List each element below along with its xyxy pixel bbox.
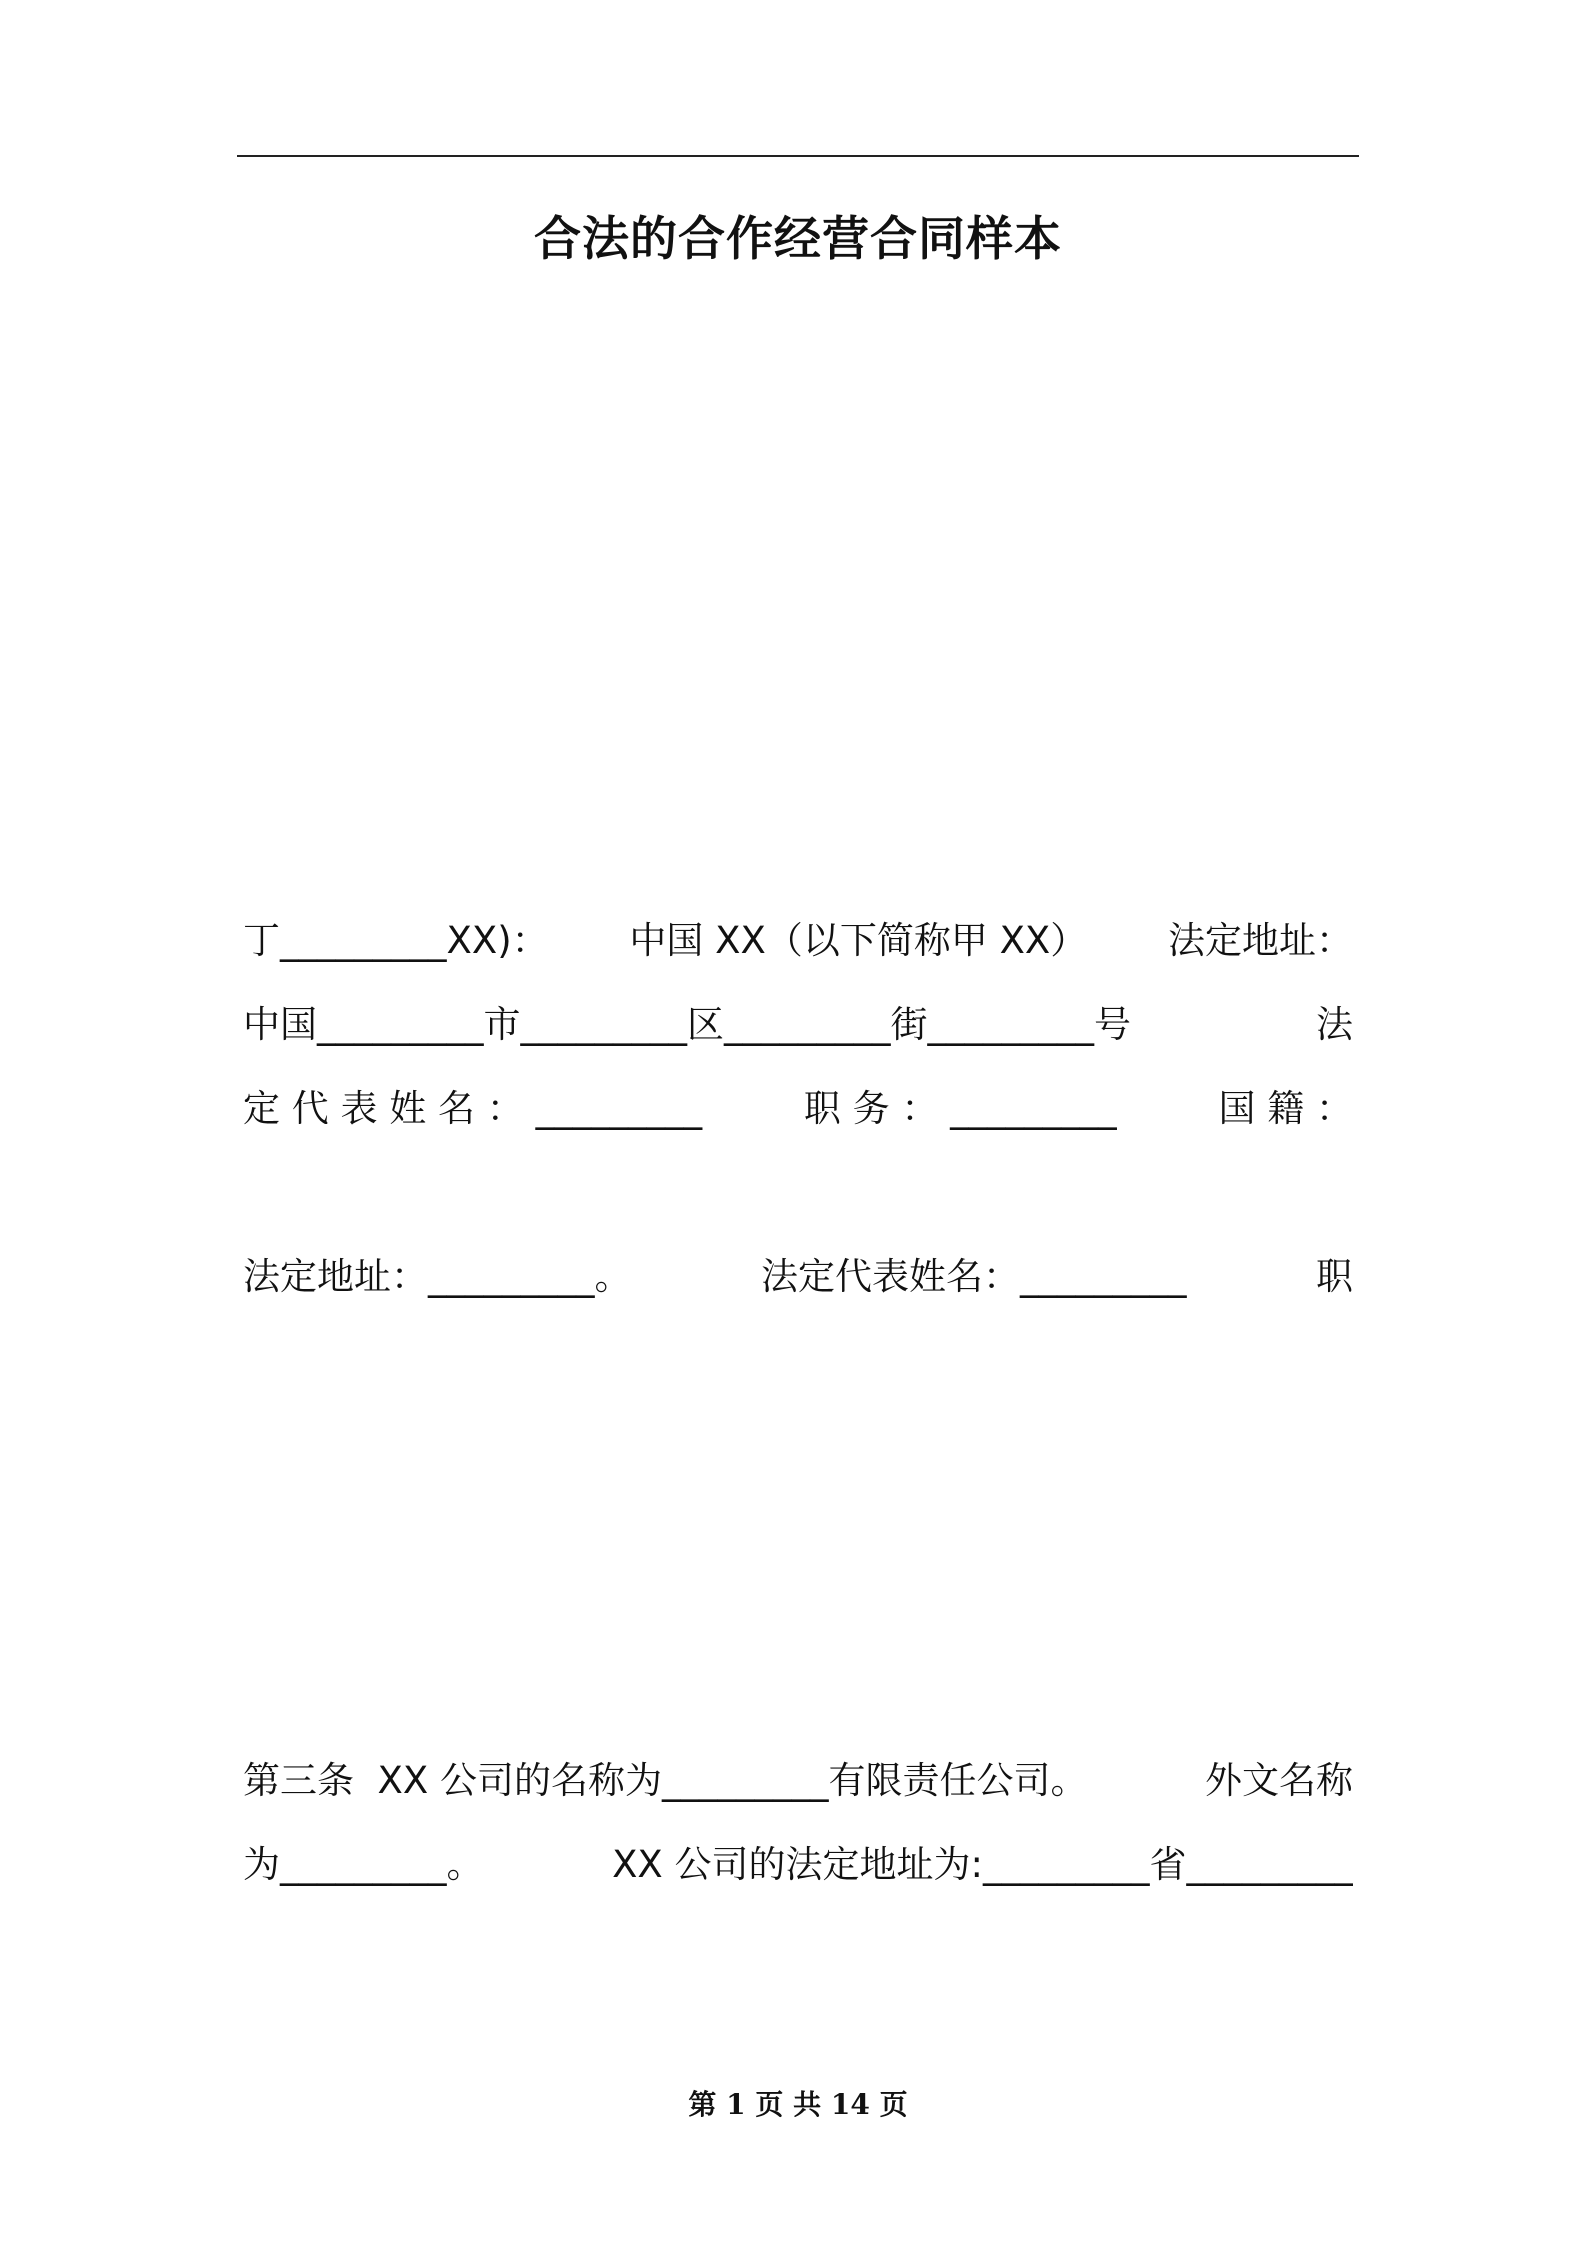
text-segment: 职 bbox=[1316, 1255, 1353, 1298]
text-segment: 定 代 表 姓 名 ： _________ bbox=[243, 1087, 703, 1130]
body-line-14 bbox=[243, 1501, 1353, 1557]
body-line-15 bbox=[243, 1585, 1353, 1641]
body-line-10 bbox=[243, 1165, 1353, 1221]
text-segment: 中国_________市_________区_________街_________号 bbox=[243, 1003, 1131, 1046]
text-segment: 职 务 ： _________ bbox=[803, 1087, 1117, 1130]
text-segment: 丁_________XX)： bbox=[243, 919, 549, 962]
body-line-13 bbox=[243, 1417, 1353, 1473]
text-segment: 国 籍 ： bbox=[1218, 1087, 1353, 1130]
header-rule bbox=[237, 155, 1359, 157]
page-number: 第 1 页 共 14 页 bbox=[688, 2088, 908, 2121]
text-segment: 法 bbox=[1316, 1003, 1353, 1046]
text-segment: XX 公司的法定地址为:_________省_________ bbox=[612, 1843, 1353, 1886]
body-line-16 bbox=[243, 1669, 1353, 1725]
body-line-8 bbox=[243, 997, 1353, 1053]
article-text: 第三条 XX 公司的名称为_________有限责任公司。 bbox=[243, 1759, 1088, 1802]
body-line-3 bbox=[243, 577, 1353, 633]
text-segment: 法定地址： bbox=[1168, 919, 1353, 962]
text-segment: 法定代表姓名：_________ bbox=[761, 1255, 1187, 1298]
document-title: 合法的合作经营合同样本 bbox=[534, 212, 1062, 267]
text-segment: 法定地址：_________。 bbox=[243, 1255, 632, 1298]
body-line-7 bbox=[243, 913, 1353, 969]
text-segment: 外文名称 bbox=[1205, 1759, 1353, 1802]
body-line-6 bbox=[243, 829, 1353, 885]
body-line-5 bbox=[243, 745, 1353, 801]
body-line-11 bbox=[243, 1249, 1353, 1305]
body-line-2 bbox=[243, 493, 1353, 549]
body-line-12 bbox=[243, 1333, 1353, 1389]
body-line-1 bbox=[243, 409, 1353, 465]
text-segment: 为_________。 bbox=[243, 1843, 484, 1886]
body-line-4 bbox=[243, 661, 1353, 717]
body-line-9 bbox=[243, 1081, 1353, 1137]
body-line-17 bbox=[243, 1753, 1353, 1809]
body-line-19 bbox=[243, 1921, 1353, 1977]
text-segment: 中国 XX（以下简称甲 XX） bbox=[629, 919, 1088, 962]
body-line-18 bbox=[243, 1837, 1353, 1893]
